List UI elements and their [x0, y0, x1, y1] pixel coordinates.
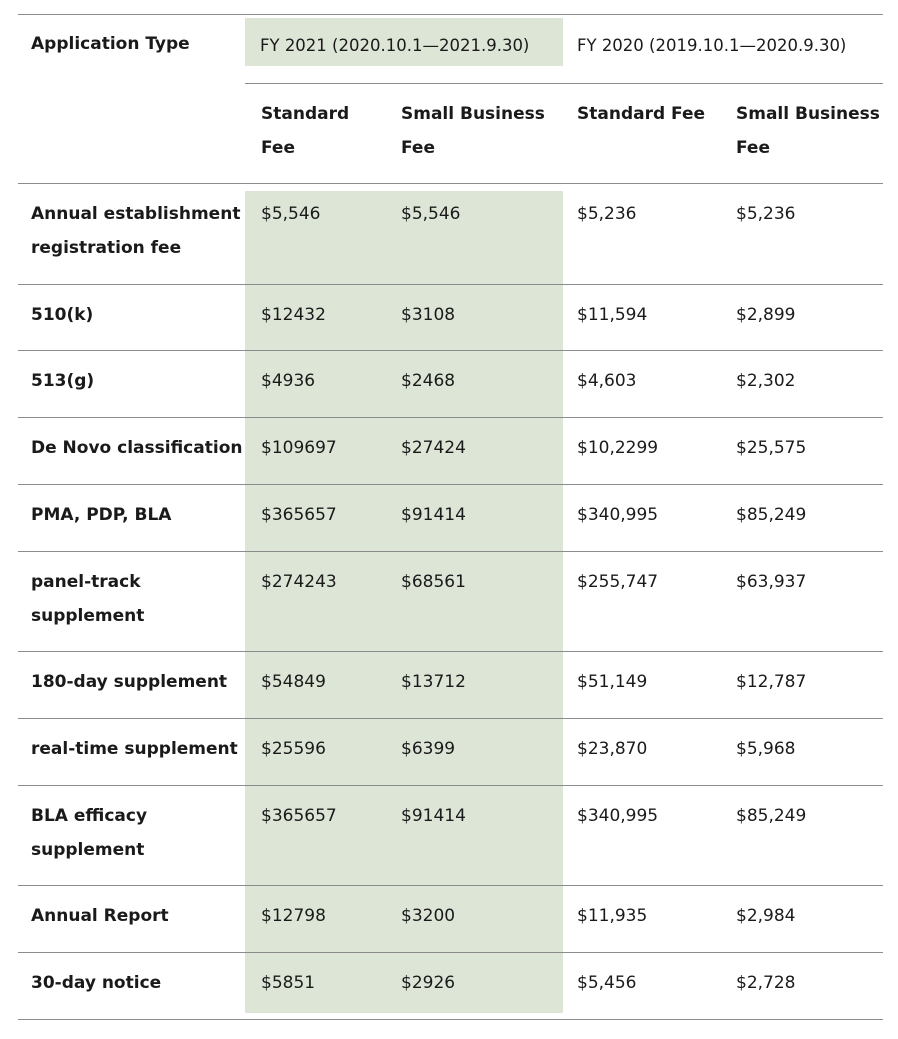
row-type-line: registration fee: [31, 238, 182, 258]
header-line: Fee: [736, 138, 770, 158]
row-application-type: 510(k): [31, 305, 94, 325]
header-line: Fee: [401, 138, 435, 158]
fy2020-small-business-fee-cell: $2,899: [736, 305, 796, 325]
fy2021-standard-fee-cell: $12432: [261, 305, 326, 325]
row-rule: [18, 417, 883, 418]
header-bottom-rule: [18, 183, 883, 184]
fy2021-standard-fee-cell: $365657: [261, 505, 337, 525]
fy2020-standard-fee-cell: $5,456: [577, 973, 637, 993]
fy2021-small-business-fee-cell: $5,546: [401, 204, 461, 224]
fy2021-standard-fee-cell: $5851: [261, 973, 316, 993]
fy2020-small-business-fee-cell: $2,728: [736, 973, 796, 993]
fy2021-standard-fee-cell: $5,546: [261, 204, 321, 224]
fy2020-small-business-fee-cell: $2,302: [736, 371, 796, 391]
fy2020-standard-fee-cell: $5,236: [577, 204, 637, 224]
header-fy2021: FY 2021 (2020.10.1—2021.9.30): [260, 36, 530, 55]
fy2020-small-business-fee-cell: $5,236: [736, 204, 796, 224]
table-bottom-rule: [18, 1019, 883, 1020]
header-application-type: Application Type: [31, 34, 190, 54]
header-line: Small Business: [401, 104, 545, 124]
fy2020-standard-fee-cell: $340,995: [577, 505, 659, 525]
row-rule: [18, 350, 883, 351]
row-type-line: supplement: [31, 840, 145, 860]
fy2020-small-business-fee-cell: $85,249: [736, 505, 807, 525]
row-type-line: Annual establishment: [31, 204, 241, 224]
header-fy2021-small-business-fee: [401, 97, 545, 165]
header-fy2020-standard-fee: Standard Fee: [577, 104, 706, 124]
row-application-type: PMA, PDP, BLA: [31, 505, 172, 525]
fy2020-standard-fee-cell: $340,995: [577, 806, 659, 826]
row-application-type: [31, 197, 240, 265]
fy2020-small-business-fee-cell: $2,984: [736, 906, 796, 926]
fy2020-small-business-fee-cell: $12,787: [736, 672, 807, 692]
fy2020-standard-fee-cell: $23,870: [577, 739, 648, 759]
row-rule: [18, 885, 883, 886]
header-line: Fee: [261, 138, 295, 158]
fy2021-small-business-fee-cell: $3108: [401, 305, 456, 325]
row-application-type: [31, 565, 144, 633]
fy2021-standard-fee-cell: $4936: [261, 371, 316, 391]
row-type-line: supplement: [31, 606, 145, 626]
row-application-type: 180-day supplement: [31, 672, 228, 692]
fy2020-standard-fee-cell: $10,2299: [577, 438, 659, 458]
fy2021-standard-fee-cell: $12798: [261, 906, 326, 926]
fy2020-small-business-fee-cell: $85,249: [736, 806, 807, 826]
fy2020-small-business-fee-cell: $25,575: [736, 438, 807, 458]
header-fy2021-standard-fee: [261, 97, 349, 165]
fy2020-small-business-fee-cell: $63,937: [736, 572, 807, 592]
row-rule: [18, 952, 883, 953]
fy2021-standard-fee-cell: $365657: [261, 806, 337, 826]
row-application-type: [31, 799, 147, 867]
fy2021-small-business-fee-cell: $2468: [401, 371, 456, 391]
fy2021-standard-fee-cell: $25596: [261, 739, 326, 759]
fy2020-standard-fee-cell: $11,594: [577, 305, 648, 325]
fy2021-small-business-fee-cell: $91414: [401, 806, 466, 826]
fy2021-small-business-fee-cell: $27424: [401, 438, 466, 458]
fy2021-small-business-fee-cell: $3200: [401, 906, 456, 926]
row-application-type: 513(g): [31, 371, 95, 391]
header-fy2020: FY 2020 (2019.10.1—2020.9.30): [577, 36, 847, 55]
fy2020-standard-fee-cell: $11,935: [577, 906, 648, 926]
row-rule: [18, 284, 883, 285]
header-line: Standard: [261, 104, 350, 124]
row-application-type: 30-day notice: [31, 973, 162, 993]
row-application-type: Annual Report: [31, 906, 169, 926]
row-rule: [18, 551, 883, 552]
row-application-type: real-time supplement: [31, 739, 238, 759]
header-line: Small Business: [736, 104, 880, 124]
fy2021-small-business-fee-cell: $68561: [401, 572, 466, 592]
table-top-rule: [18, 14, 883, 15]
fy2020-standard-fee-cell: $51,149: [577, 672, 648, 692]
row-application-type: De Novo classification: [31, 438, 243, 458]
row-rule: [18, 651, 883, 652]
fy2021-standard-fee-cell: $109697: [261, 438, 337, 458]
row-type-line: panel-track: [31, 572, 141, 592]
row-rule: [18, 484, 883, 485]
fy2021-standard-fee-cell: $274243: [261, 572, 337, 592]
fy2021-small-business-fee-cell: $6399: [401, 739, 456, 759]
header-fy2020-small-business-fee: [736, 97, 880, 165]
fy2021-small-business-fee-cell: $2926: [401, 973, 456, 993]
fy2021-small-business-fee-cell: $13712: [401, 672, 466, 692]
fy2020-small-business-fee-cell: $5,968: [736, 739, 796, 759]
fy2020-standard-fee-cell: $4,603: [577, 371, 637, 391]
fy2020-standard-fee-cell: $255,747: [577, 572, 659, 592]
header-mid-rule: [245, 83, 883, 84]
fy2021-standard-fee-cell: $54849: [261, 672, 326, 692]
row-rule: [18, 785, 883, 786]
row-rule: [18, 718, 883, 719]
fy2021-small-business-fee-cell: $91414: [401, 505, 466, 525]
row-type-line: BLA efficacy: [31, 806, 148, 826]
